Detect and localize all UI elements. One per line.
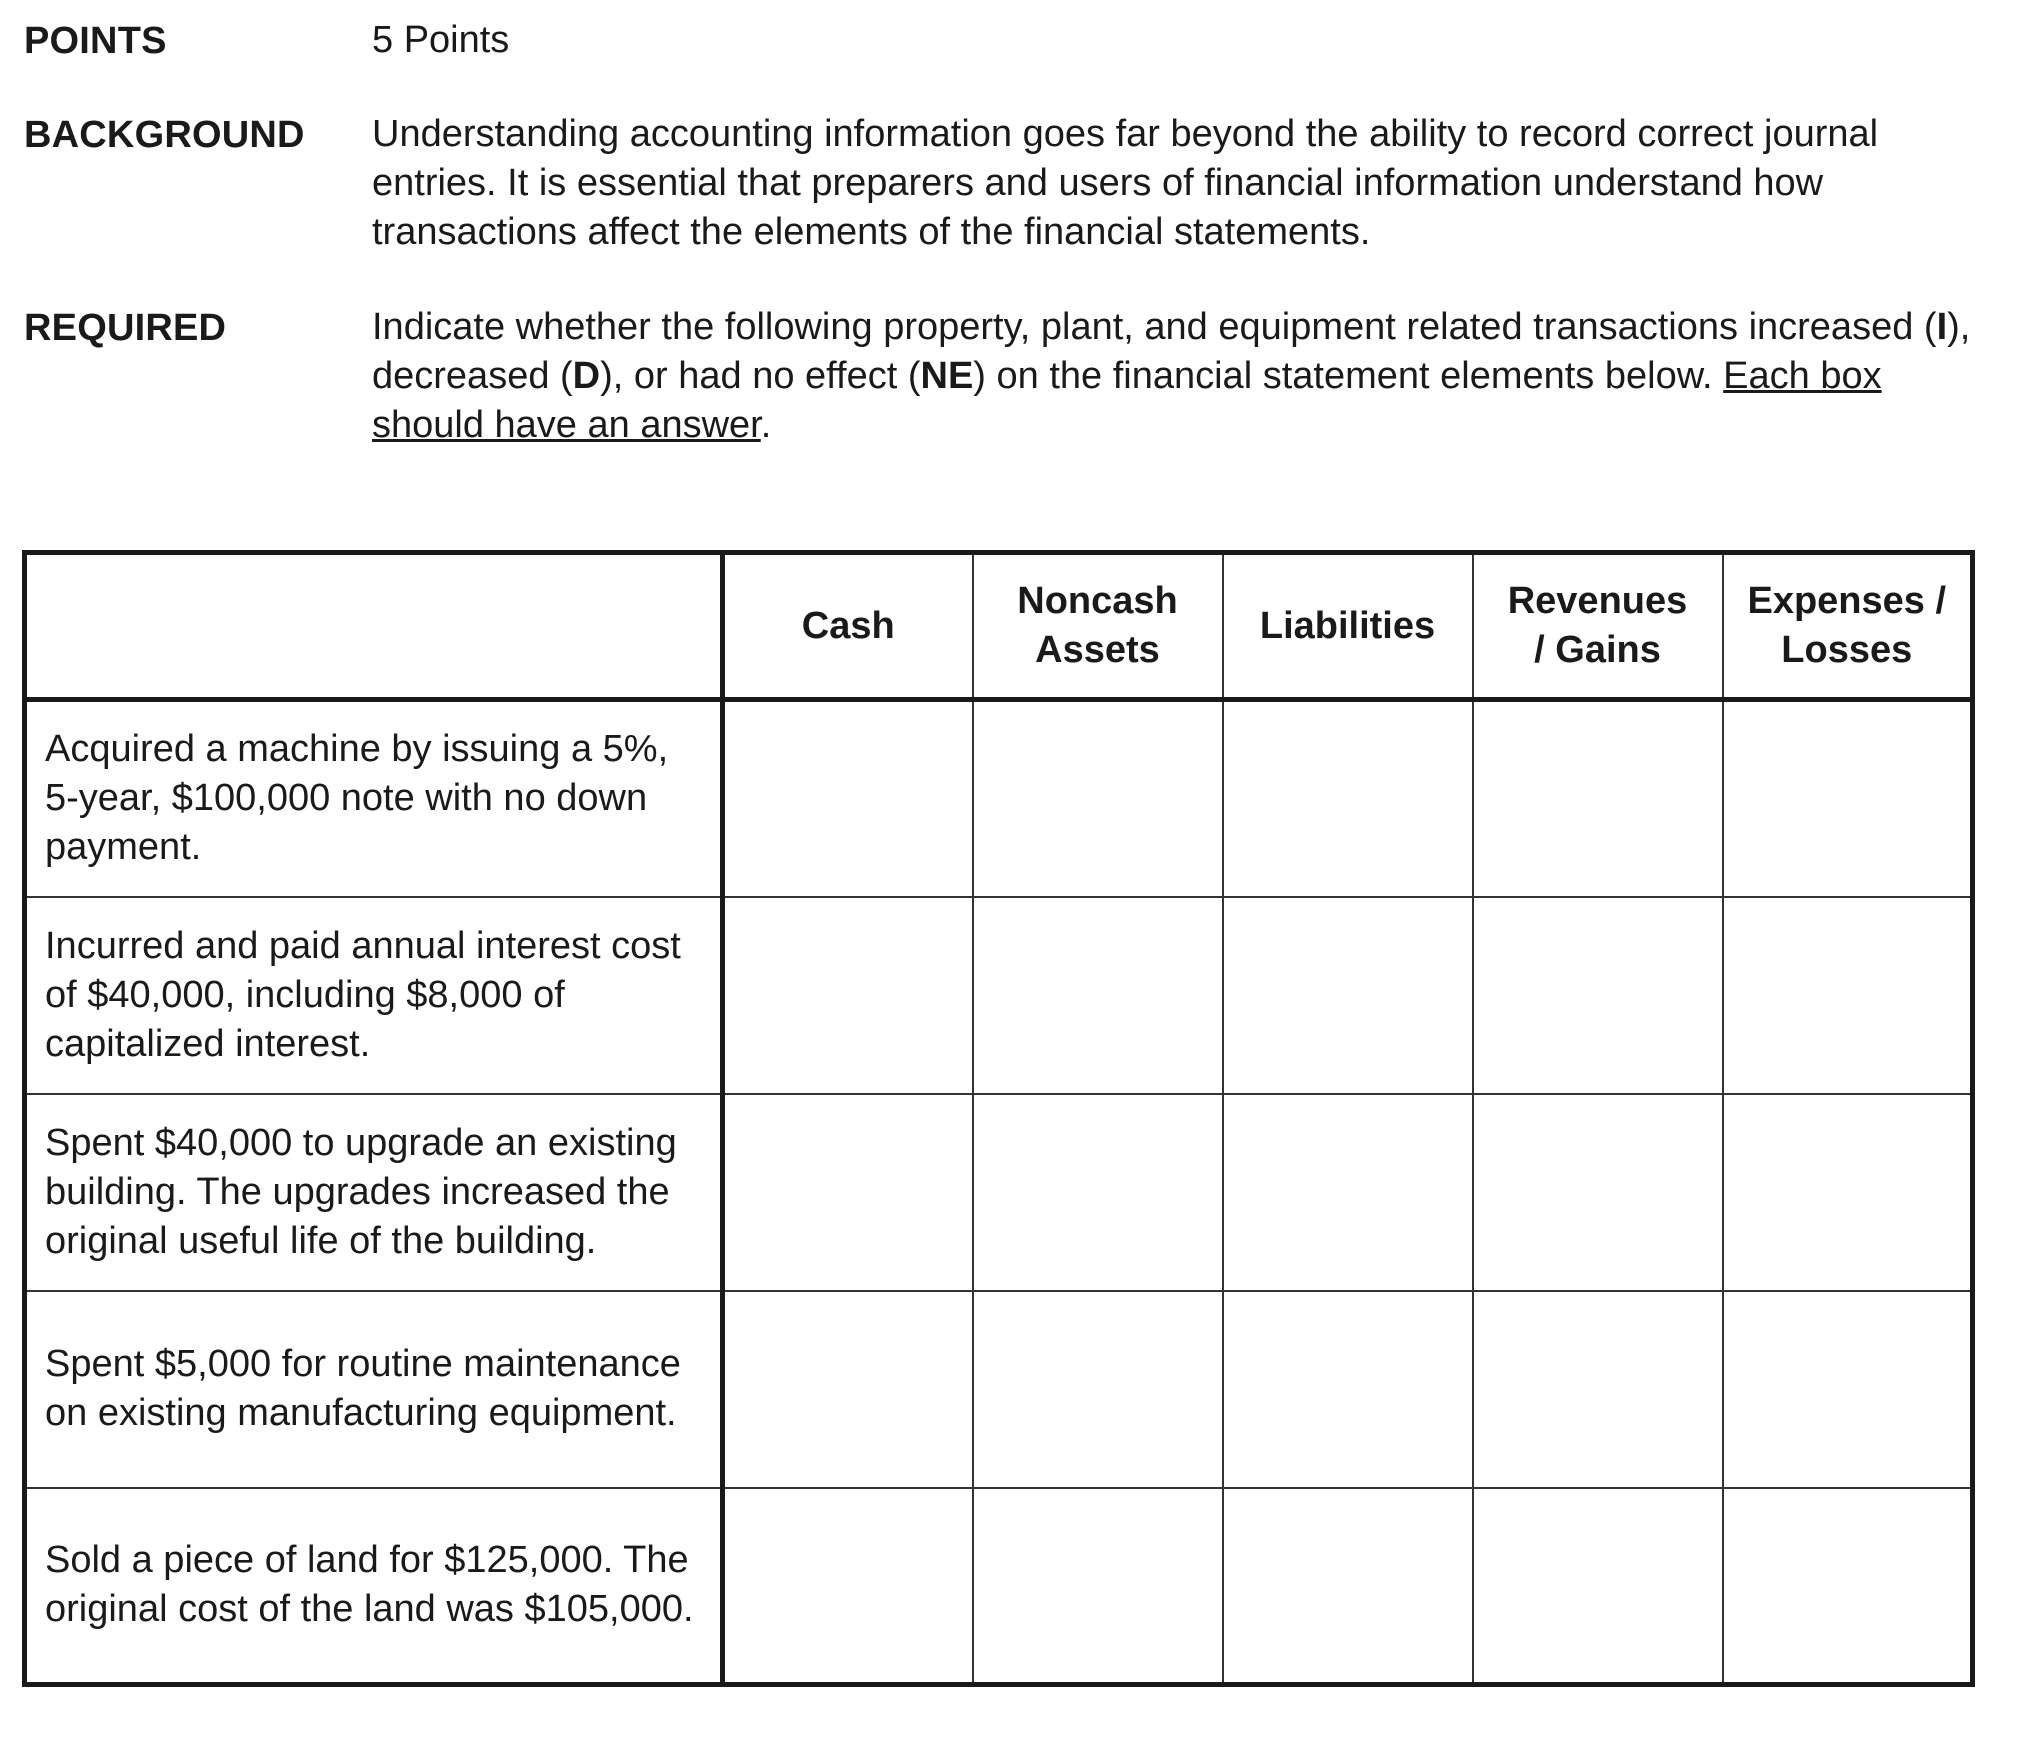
- required-label: REQUIRED: [24, 307, 227, 349]
- code-no-effect: NE: [920, 355, 974, 397]
- header-blank-cell: [25, 553, 723, 700]
- answer-cell-cash[interactable]: [723, 1291, 973, 1488]
- answer-cell-revenues-gains[interactable]: [1473, 1488, 1723, 1685]
- answer-grid: [22, 550, 1975, 1687]
- table-row: [25, 1291, 1973, 1488]
- answer-cell-noncash-assets[interactable]: [973, 1488, 1223, 1685]
- column-header-revenues-gains: Revenues / Gains: [1473, 553, 1723, 700]
- table-row: [25, 700, 1973, 897]
- background-text: Understanding accounting information goes far beyond the ability to record correct journal entries. It is essential that preparers and users of financial information understand how transactions affect the elements of the financial statements.: [372, 113, 1879, 253]
- answer-cell-expenses-losses[interactable]: [1723, 700, 1973, 897]
- points-value: 5 Points: [372, 19, 510, 61]
- answer-cell-liabilities[interactable]: [1223, 897, 1473, 1094]
- transaction-description: Sold a piece of land for $125,000. The original cost of the land was $105,000.: [25, 1488, 723, 1685]
- table-row: [25, 1094, 1973, 1291]
- transaction-description: Acquired a machine by issuing a 5%, 5-year, $100,000 note with no down payment.: [25, 700, 723, 897]
- answer-cell-cash[interactable]: [723, 1488, 973, 1685]
- answer-cell-noncash-assets[interactable]: [973, 897, 1223, 1094]
- code-increase: I: [1936, 306, 1948, 348]
- answer-cell-revenues-gains[interactable]: [1473, 1094, 1723, 1291]
- column-header-cash: Cash: [723, 553, 973, 700]
- answer-cell-noncash-assets[interactable]: [973, 1094, 1223, 1291]
- transaction-description: Incurred and paid annual interest cost of $40,000, including $8,000 of capitalized interest.: [25, 897, 723, 1094]
- points-label: POINTS: [24, 20, 167, 62]
- answer-cell-noncash-assets[interactable]: [973, 1291, 1223, 1488]
- answer-cell-expenses-losses[interactable]: [1723, 1488, 1973, 1685]
- answer-cell-expenses-losses[interactable]: [1723, 897, 1973, 1094]
- answer-cell-liabilities[interactable]: [1223, 1291, 1473, 1488]
- column-header-liabilities: Liabilities: [1223, 553, 1473, 700]
- background-label: BACKGROUND: [24, 114, 305, 156]
- table-row: [25, 1488, 1973, 1685]
- answer-cell-revenues-gains[interactable]: [1473, 1291, 1723, 1488]
- answer-cell-cash[interactable]: [723, 897, 973, 1094]
- answer-cell-expenses-losses[interactable]: [1723, 1291, 1973, 1488]
- answer-cell-expenses-losses[interactable]: [1723, 1094, 1973, 1291]
- answer-cell-liabilities[interactable]: [1223, 700, 1473, 897]
- answer-cell-cash[interactable]: [723, 700, 973, 897]
- column-header-expenses-losses: Expenses / Losses: [1723, 553, 1973, 700]
- answer-cell-revenues-gains[interactable]: [1473, 897, 1723, 1094]
- answer-cell-noncash-assets[interactable]: [973, 700, 1223, 897]
- answer-cell-cash[interactable]: [723, 1094, 973, 1291]
- table-row: [25, 897, 1973, 1094]
- code-decrease: D: [572, 355, 601, 397]
- answer-emphasis: Each box should have an answer: [372, 355, 1882, 446]
- required-text: Indicate whether the following property, plant, and equipment related transactions increased (I), decreased (D), or had no effect (NE) on the financial statement elements below. Each box should have an answer.: [372, 306, 1971, 446]
- answer-cell-liabilities[interactable]: [1223, 1488, 1473, 1685]
- column-header-noncash-assets: Noncash Assets: [973, 553, 1223, 700]
- answer-cell-revenues-gains[interactable]: [1473, 700, 1723, 897]
- answer-cell-liabilities[interactable]: [1223, 1094, 1473, 1291]
- header-row: [25, 553, 1973, 700]
- transaction-description: Spent $5,000 for routine maintenance on existing manufacturing equipment.: [25, 1291, 723, 1488]
- transaction-description: Spent $40,000 to upgrade an existing building. The upgrades increased the original useful life of the building.: [25, 1094, 723, 1291]
